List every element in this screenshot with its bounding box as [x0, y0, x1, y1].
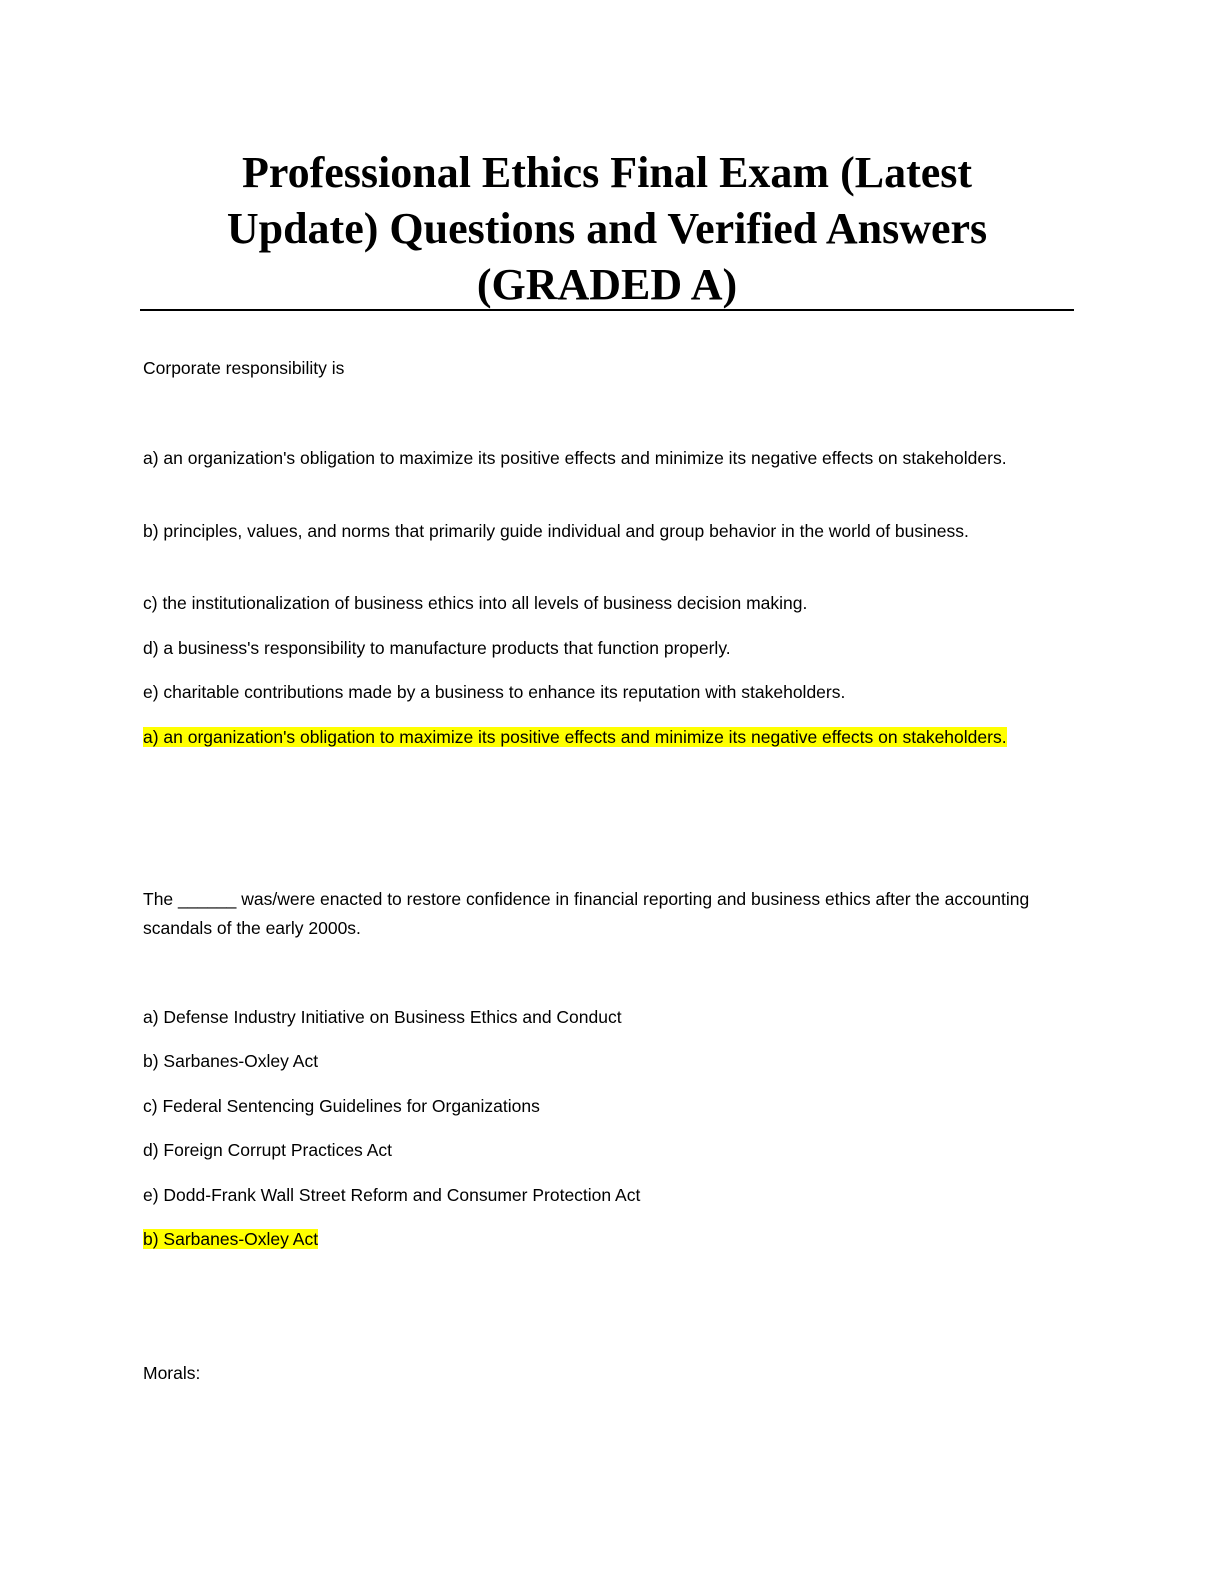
question-1-option-b: b) principles, values, and norms that primarily guide individual and group behavior in the world of business.: [143, 521, 969, 541]
title-line-1: Professional Ethics Final Exam (Latest: [241, 148, 973, 197]
question-1-option-d: d) a business's responsibility to manufacture products that function properly.: [143, 638, 731, 658]
question-2-prompt: The ______ was/were enacted to restore confidence in financial reporting and business ethics after the accounting scandals of the early 2000s.: [143, 889, 1030, 938]
title-divider: [140, 309, 1074, 311]
question-2-option-d: d) Foreign Corrupt Practices Act: [143, 1140, 392, 1160]
title-line-3: (GRADED A): [476, 260, 738, 309]
question-2-option-a: a) Defense Industry Initiative on Business Ethics and Conduct: [143, 1007, 622, 1027]
question-2-option-c: c) Federal Sentencing Guidelines for Organizations: [143, 1096, 540, 1116]
question-1-prompt: Corporate responsibility is: [143, 358, 345, 378]
question-2-option-b: b) Sarbanes-Oxley Act: [143, 1051, 319, 1071]
document-title: [140, 145, 1074, 313]
question-1-answer: [143, 723, 1073, 752]
question-2-option-e: e) Dodd-Frank Wall Street Reform and Consumer Protection Act: [143, 1185, 641, 1205]
question-1-option-e: e) charitable contributions made by a business to enhance its reputation with stakeholders.: [143, 682, 846, 702]
answer-highlight: a) an organization's obligation to maximize its positive effects and minimize its negative effects on stakeholders.: [143, 727, 1007, 747]
answer-highlight: b) Sarbanes-Oxley Act: [143, 1229, 319, 1249]
title-line-2: Update) Questions and Verified Answers: [226, 204, 988, 253]
question-1-option-c: c) the institutionalization of business ethics into all levels of business decision making.: [143, 593, 808, 613]
question-1-option-a: a) an organization's obligation to maximize its positive effects and minimize its negative effects on stakeholders.: [143, 448, 1007, 468]
question-3-prompt: Morals:: [143, 1363, 201, 1383]
question-2-answer: [143, 1225, 1073, 1254]
